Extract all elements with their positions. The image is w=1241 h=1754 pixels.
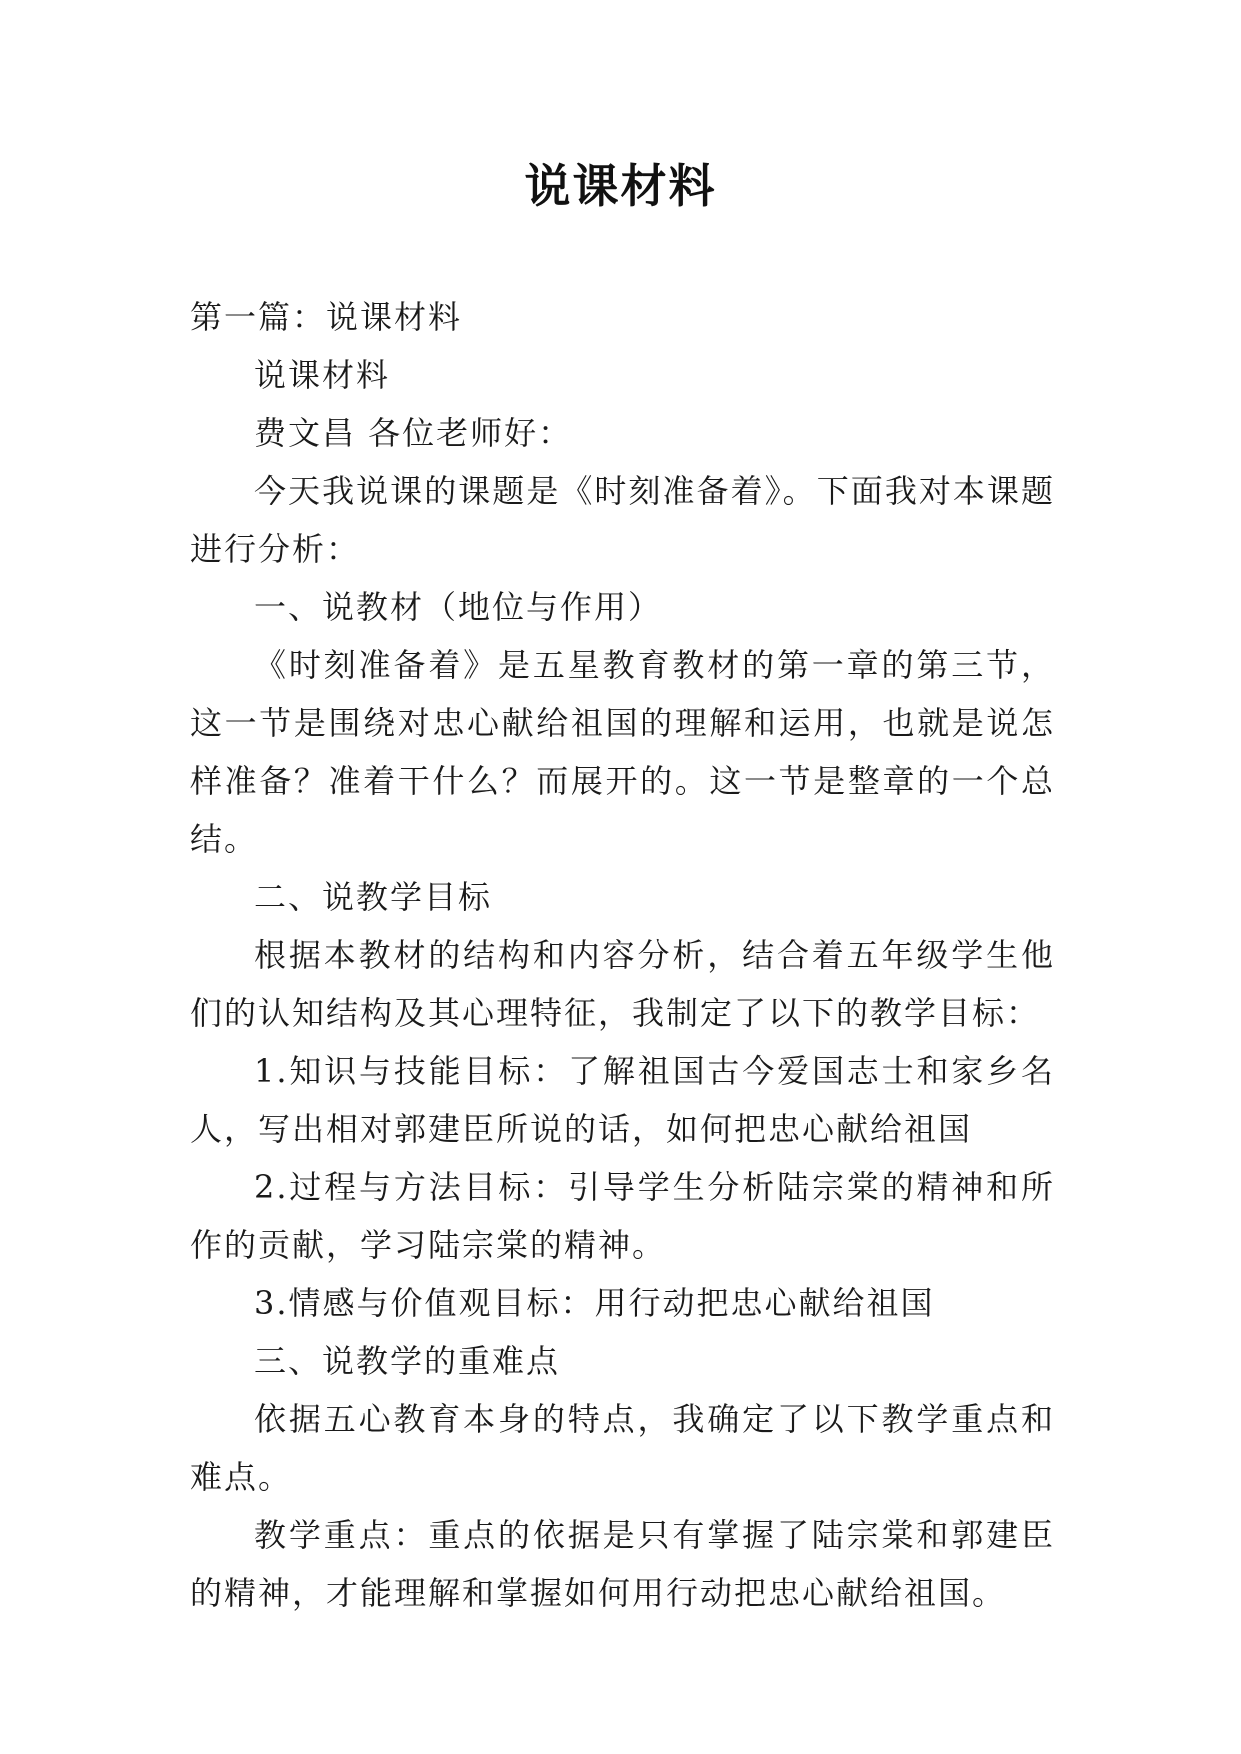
paragraph: 三、说教学的重难点: [254, 1342, 561, 1380]
paragraph: 费文昌 各位老师好：: [254, 414, 573, 452]
paragraph: 教学重点：重点的依据是只有掌握了陆宗棠和郭建臣的精神，才能理解和掌握如何用行动把忠心献给祖国。: [190, 1516, 1055, 1612]
section-heading: 第一篇：说课材料: [190, 298, 463, 336]
paragraph: 1.知识与技能目标：了解祖国古今爱国志士和家乡名人，写出相对郭建臣所说的话，如何把忠心献给祖国: [190, 1052, 1055, 1148]
paragraph: 依据五心教育本身的特点，我确定了以下教学重点和难点。: [190, 1400, 1055, 1496]
paragraph: 说课材料: [254, 356, 391, 394]
paragraph: 2.过程与方法目标：引导学生分析陆宗棠的精神和所作的贡献，学习陆宗棠的精神。: [190, 1168, 1055, 1264]
paragraph: 今天我说课的课题是《时刻准备着》。下面我对本课题进行分析：: [190, 472, 1055, 568]
document-body: [190, 288, 1055, 1622]
paragraph: 根据本教材的结构和内容分析，结合着五年级学生他们的认知结构及其心理特征，我制定了以下的教学目标：: [190, 936, 1055, 1032]
paragraph: 一、说教材（地位与作用）: [254, 588, 663, 626]
paragraph: 《时刻准备着》是五星教育教材的第一章的第三节，这一节是围绕对忠心献给祖国的理解和运用，也就是说怎样准备？准着干什么？而展开的。这一节是整章的一个总结。: [190, 646, 1055, 858]
paragraph: 二、说教学目标: [254, 878, 493, 916]
document-title: 说课材料: [524, 159, 717, 213]
paragraph: 3.情感与价值观目标：用行动把忠心献给祖国: [254, 1284, 935, 1322]
